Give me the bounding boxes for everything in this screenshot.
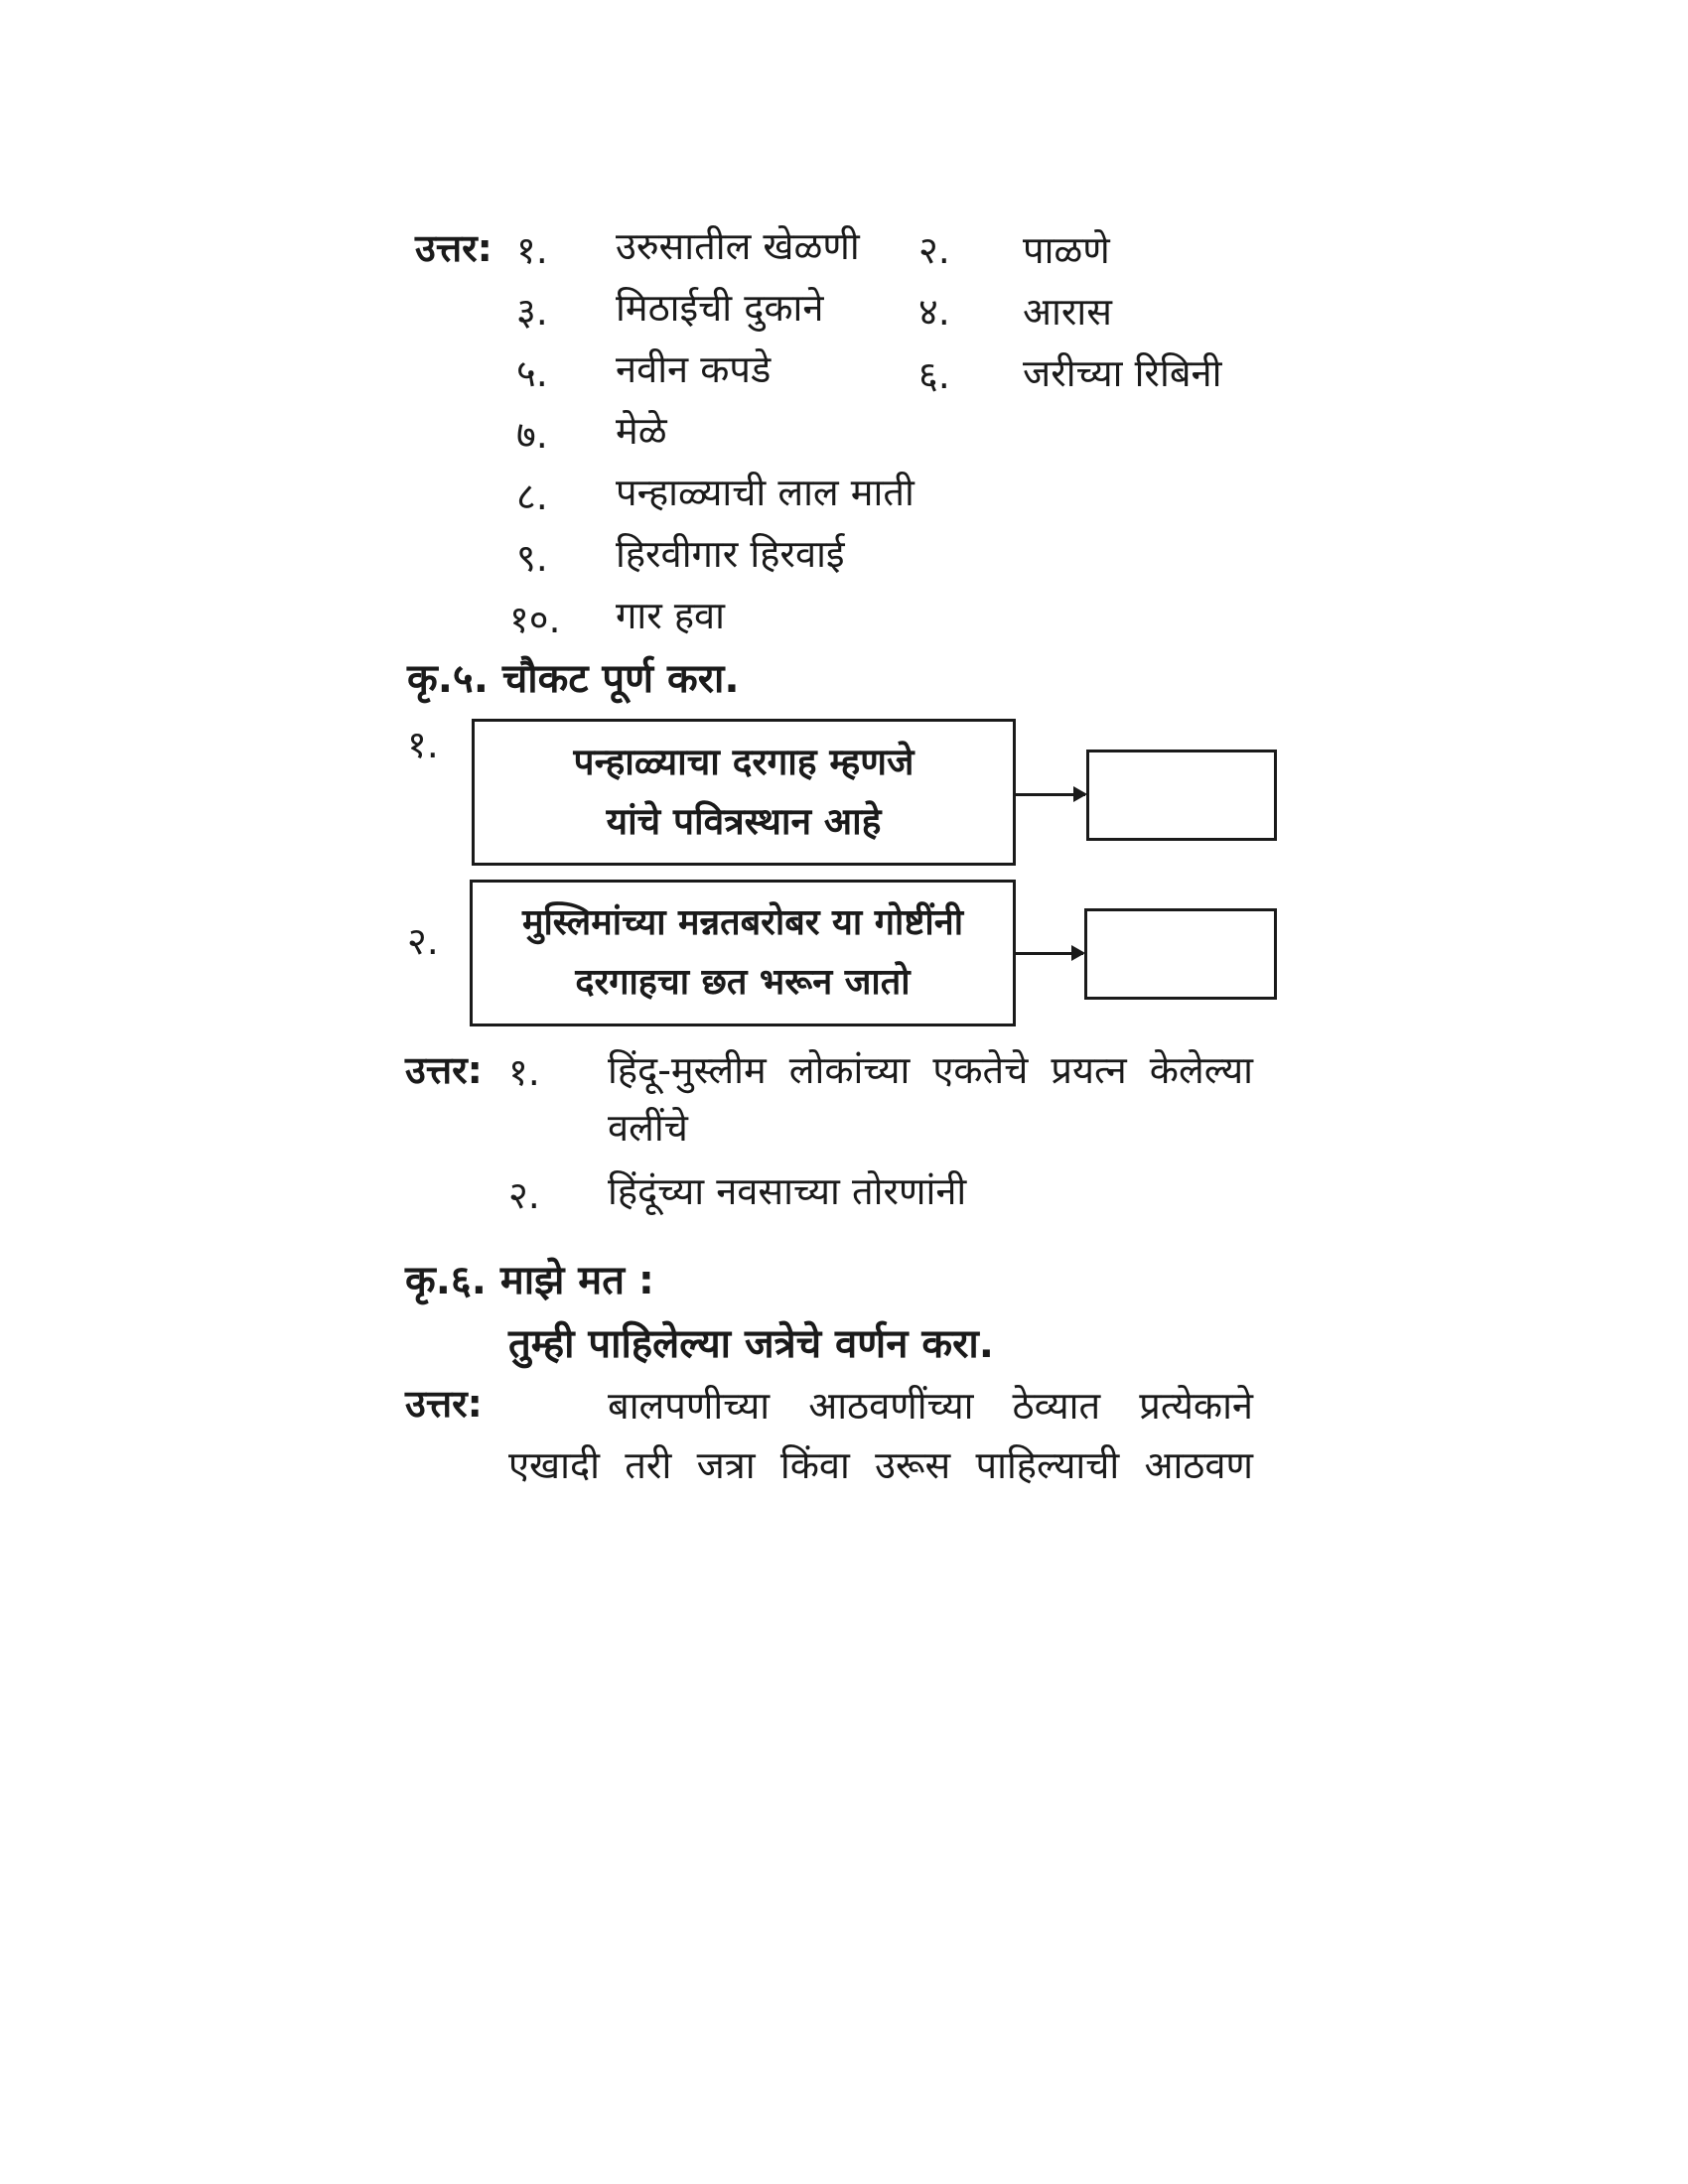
statement-line: मुस्लिमांच्या मन्नतबरोबर या गोष्टींनी xyxy=(521,902,964,943)
list-item-text: गार हवा xyxy=(616,594,726,637)
list-item-number: २. xyxy=(918,228,950,272)
q6-question: तुम्ही पाहिलेल्या जत्रेचे वर्णन करा. xyxy=(508,1321,994,1367)
answer-box xyxy=(1086,750,1277,841)
list-item-text: नवीन कपडे xyxy=(616,347,772,391)
answer-box xyxy=(1084,908,1277,1000)
answer-text: हिंदू-मुस्लीम लोकांच्या एकतेचे प्रयत्न केलेल्या xyxy=(608,1048,1253,1092)
list-item-number: ५. xyxy=(516,351,548,395)
list-item-text: उरुसातील खेळणी xyxy=(616,224,860,268)
answer-text: वलींचे xyxy=(608,1106,688,1150)
list-item-number: ७. xyxy=(516,413,548,457)
answer-number: १. xyxy=(508,1050,540,1094)
list-item-number: ९. xyxy=(516,536,548,580)
list-item-number: ३. xyxy=(516,290,548,334)
list-item-text: हिरवीगार हिरवाई xyxy=(616,532,845,576)
list-item-text: पन्हाळ्याची लाल माती xyxy=(616,471,914,514)
statement-box xyxy=(472,719,1016,866)
statement-line: पन्हाळ्याचा दरगाह म्हणजे xyxy=(573,741,914,783)
list-item-text: आरास xyxy=(1023,290,1112,334)
answer-label: उत्तर: xyxy=(405,1048,483,1092)
answer-text: हिंदूंच्या नवसाच्या तोरणांनी xyxy=(608,1169,967,1213)
answer-label: उत्तर: xyxy=(405,1382,483,1426)
list-item-number: १. xyxy=(516,228,548,272)
answer-label: उत्तर: xyxy=(415,226,492,270)
box-number: १. xyxy=(407,723,439,766)
list-item-text: मेळे xyxy=(616,409,667,453)
answer-number: २. xyxy=(508,1173,540,1217)
q6-heading: कृ.६. माझे मत : xyxy=(405,1258,654,1303)
list-item-text: जरीच्या रिबिनी xyxy=(1023,351,1222,395)
answer-text: बालपणीच्या आठवणींच्या ठेव्यात प्रत्येकाने xyxy=(608,1384,1253,1428)
arrow-icon xyxy=(1016,952,1083,955)
list-item-number: ६. xyxy=(918,353,950,397)
statement-line: दरगाहचा छत भरून जातो xyxy=(575,962,911,1003)
list-item-number: ८. xyxy=(516,475,548,518)
answer-text: एखादी तरी जत्रा किंवा उरूस पाहिल्याची आठवण xyxy=(508,1443,1253,1487)
q5-heading: कृ.५. चौकट पूर्ण करा. xyxy=(407,656,740,702)
list-item-number: १०. xyxy=(509,598,561,641)
box-number: २. xyxy=(407,919,439,963)
list-item-text: पाळणे xyxy=(1023,228,1110,272)
arrow-icon xyxy=(1016,793,1085,796)
statement-line: यांचे पवित्रस्थान आहे xyxy=(606,800,882,843)
list-item-text: मिठाईची दुकाने xyxy=(616,286,824,330)
list-item-number: ४. xyxy=(918,290,950,334)
statement-box xyxy=(470,880,1016,1026)
